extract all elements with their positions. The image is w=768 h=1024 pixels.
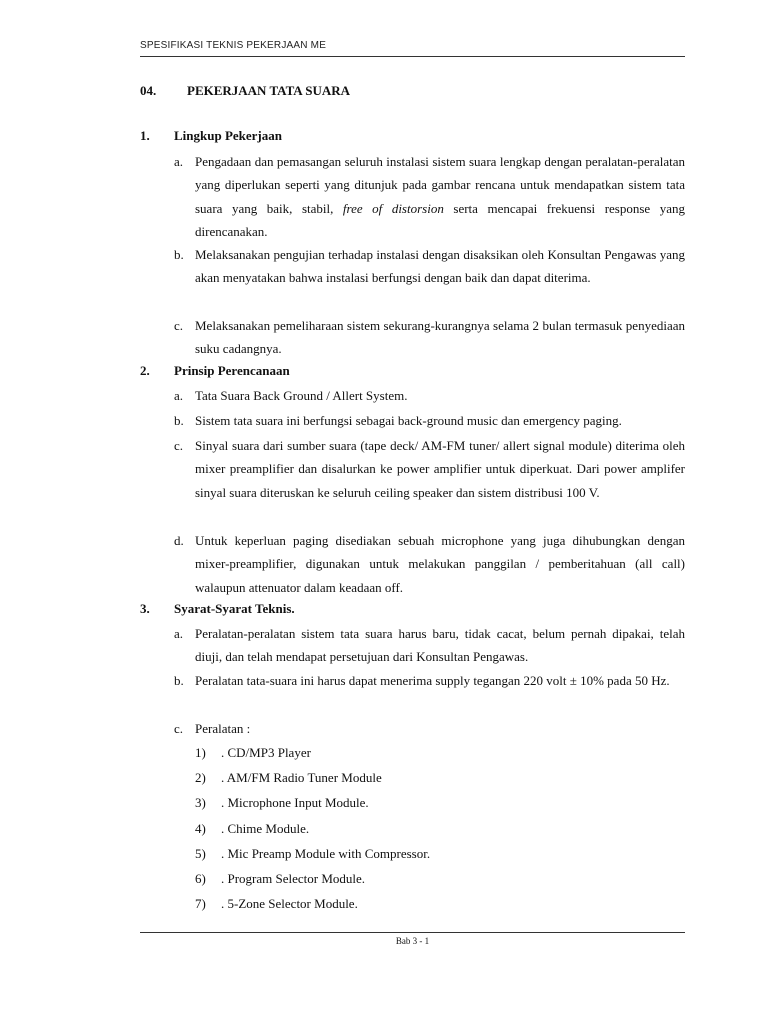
item-label: a. — [174, 626, 184, 641]
list-item — [174, 669, 685, 692]
item-text: Melaksanakan pengujian terhadap instalasi dengan disaksikan oleh Konsultan Pengawas yang akan menyatakan bahwa instalasi berfungsi dengan baik dan dapat diterima. — [195, 247, 685, 286]
item-label: c. — [174, 721, 184, 736]
section-number: 1. — [140, 128, 150, 143]
section-title: Lingkup Pekerjaan — [174, 128, 282, 143]
equipment-number: 3) — [195, 795, 206, 810]
equipment-number: 1) — [195, 745, 206, 760]
list-item — [174, 314, 685, 361]
list-item — [174, 622, 685, 669]
item-text-italic: free of distorsion — [342, 200, 444, 216]
chapter-number: 04. — [140, 83, 157, 98]
list-item — [174, 150, 685, 244]
equipment-text: . Microphone Input Module. — [221, 795, 369, 810]
item-text: Peralatan tata-suara ini harus dapat menerima supply tegangan 220 volt ± 10% pada 50 Hz. — [195, 673, 670, 688]
item-text: Melaksanakan pemeliharaan sistem sekurang-kurangnya selama 2 bulan termasuk penyediaan suku cadangnya. — [195, 318, 685, 357]
item-label: d. — [174, 533, 184, 548]
equipment-text: . Program Selector Module. — [221, 871, 366, 886]
equipment-text: . Chime Module. — [221, 821, 310, 836]
equipment-text: . 5-Zone Selector Module. — [221, 896, 358, 911]
item-text: Sistem tata suara ini berfungsi sebagai back-ground music dan emergency paging. — [195, 413, 622, 428]
equipment-number: 5) — [195, 846, 206, 861]
item-label: c. — [174, 318, 184, 333]
section-title: Syarat-Syarat Teknis. — [174, 601, 295, 616]
section-number: 2. — [140, 363, 150, 378]
item-text — [195, 150, 685, 244]
list-item — [174, 434, 685, 504]
list-item — [174, 243, 685, 290]
chapter-title: PEKERJAAN TATA SUARA — [187, 83, 351, 98]
list-item — [174, 717, 685, 740]
equipment-text: . Mic Preamp Module with Compressor. — [221, 846, 431, 861]
equipment-text: . AM/FM Radio Tuner Module — [221, 770, 382, 785]
header-divider — [140, 56, 685, 57]
page-footer: Bab 3 - 1 — [395, 936, 430, 946]
list-item — [174, 409, 685, 432]
footer-divider — [140, 932, 685, 933]
item-label: b. — [174, 247, 184, 262]
equipment-number: 6) — [195, 871, 206, 886]
item-text: Tata Suara Back Ground / Allert System. — [195, 388, 408, 403]
equipment-text: . CD/MP3 Player — [221, 745, 311, 760]
equipment-number: 7) — [195, 896, 206, 911]
equipment-number: 4) — [195, 821, 206, 836]
item-label: a. — [174, 388, 184, 403]
item-label: a. — [174, 154, 184, 169]
equipment-number: 2) — [195, 770, 206, 785]
page-header: SPESIFIKASI TEKNIS PEKERJAAN ME — [140, 40, 327, 51]
item-label: b. — [174, 673, 184, 688]
item-text: Peralatan-peralatan sistem tata suara harus baru, tidak cacat, belum pernah dipakai, telah diuji, dan telah mendapat persetujuan dari Konsultan Pengawas. — [195, 626, 685, 665]
item-text: Untuk keperluan paging disediakan sebuah microphone yang juga dihubungkan dengan mixer-preamplifier, digunakan untuk melakukan panggilan / pemberitahuan (all call) walaupun attenuator dalam keadaan off. — [195, 533, 685, 595]
section-title: Prinsip Perencanaan — [174, 363, 290, 378]
list-item — [174, 384, 685, 407]
section-number: 3. — [140, 601, 150, 616]
item-text-part: Pengadaan dan pemasangan seluruh instalasi sistem suara lengkap dengan peralatan-peralatan yang diperlukan seperti yang ditunjuk pada gambar rencana untuk mendapatkan sistem tata suara yang baik, stabil, — [195, 154, 685, 216]
item-label: b. — [174, 413, 184, 428]
item-text-part: serta mencapai frekuensi response yang direncanakan. — [195, 200, 685, 240]
item-label: c. — [174, 438, 184, 453]
list-item — [174, 529, 685, 599]
item-text: Peralatan : — [195, 721, 251, 736]
item-text: Sinyal suara dari sumber suara (tape deck/ AM-FM tuner/ allert signal module) diterima oleh mixer preamplifier dan disalurkan ke power amplifier untuk diperkuat. Dari power amplifer sinyal suara diteruskan ke seluruh ceiling speaker dan sistem distribusi 100 V. — [195, 438, 685, 500]
